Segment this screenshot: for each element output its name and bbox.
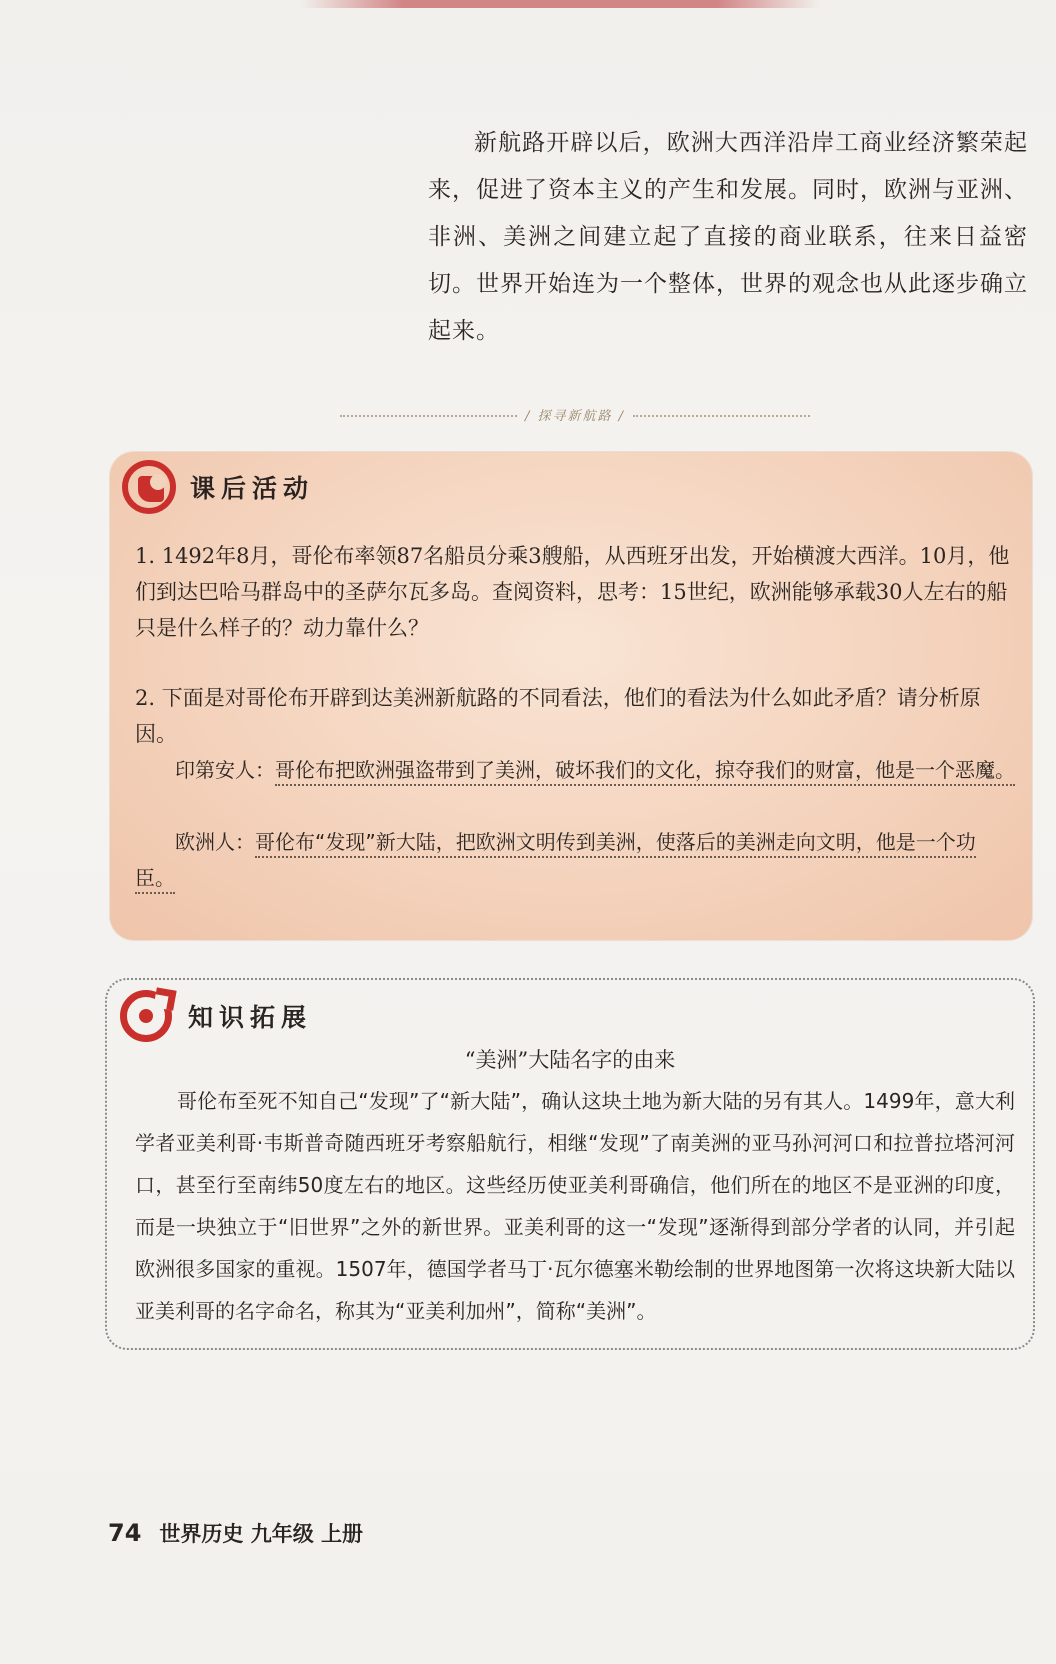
knowledge-body: 哥伦布至死不知自己“发现”了“新大陆”，确认这块土地为新大陆的另有其人。1499年，意大利学者亚美利哥·韦斯普奇随西班牙考察船航行，相继“发现”了南美洲的亚马孙河河口和拉普拉塔河河口，甚至行至南纬50度左右的地区。这些经历使亚美利哥确信，他们所在的地区不是亚洲的印度，而是一块独立于“旧世界”之外的新世界。亚美利哥的这一“发现”逐渐得到部分学者的认同，并引起欧洲很多国家的重视。1507年，德国学者马丁·瓦尔德塞米勒绘制的世界地图第一次将这块新大陆以亚美利哥的名字命名，称其为“亚美利加州”，简称“美洲”。 — [135, 1089, 1015, 1323]
knowledge-header — [120, 990, 312, 1042]
activity-title: 课后活动 — [190, 474, 315, 503]
intro-paragraph: 新航路开辟以后，欧洲大西洋沿岸工商业经济繁荣起来，促进了资本主义的产生和发展。同时，欧洲与亚洲、非洲、美洲之间建立起了直接的商业联系，往来日益密切。世界开始连为一个整体，世界的观念也从此逐步确立起来。 — [428, 130, 1028, 344]
divider-label: / 探寻新航路 / — [524, 408, 626, 424]
page-footer — [108, 1518, 363, 1548]
question-1-text: 1. 1492年8月，哥伦布率领87名船员分乘3艘船，从西班牙出发，开始横渡大西洋。10月，他们到达巴哈马群岛中的圣萨尔瓦多岛。查阅资料，思考：15世纪，欧洲能够承载30人左右的船只是什么样子的？动力靠什么？ — [135, 544, 1010, 640]
divider-dots-right — [633, 415, 810, 417]
activity-question-1 — [135, 538, 1015, 646]
knowledge-subtitle: “美洲”大陆名字的由来 — [464, 1048, 676, 1072]
quote-indian-text: 哥伦布把欧洲强盗带到了美洲，破坏我们的文化，掠夺我们的财富，他是一个恶魔。 — [275, 758, 1015, 786]
knowledge-title: 知识拓展 — [188, 1003, 313, 1032]
quote-european-text: 哥伦布“发现”新大陆，把欧洲文明传到美洲，使落后的美洲走向文明，他是一个功臣。 — [135, 830, 976, 894]
activity-question-2 — [135, 680, 1015, 752]
activity-icon — [122, 460, 176, 514]
knowledge-icon — [120, 990, 172, 1042]
quote-european — [135, 824, 1015, 896]
divider-dots-left — [340, 415, 517, 417]
question-2-text: 2. 下面是对哥伦布开辟到达美洲新航路的不同看法，他们的看法为什么如此矛盾？请分析原因。 — [135, 686, 981, 746]
quote-indian — [135, 752, 1015, 788]
top-decoration — [300, 0, 820, 8]
book-title: 世界历史 九年级 上册 — [159, 1522, 364, 1546]
quote-european-speaker: 欧洲人： — [175, 830, 255, 854]
activity-header — [122, 460, 314, 514]
page-number: 74 — [108, 1519, 142, 1547]
section-divider — [340, 402, 810, 426]
quote-indian-speaker: 印第安人： — [175, 758, 275, 782]
